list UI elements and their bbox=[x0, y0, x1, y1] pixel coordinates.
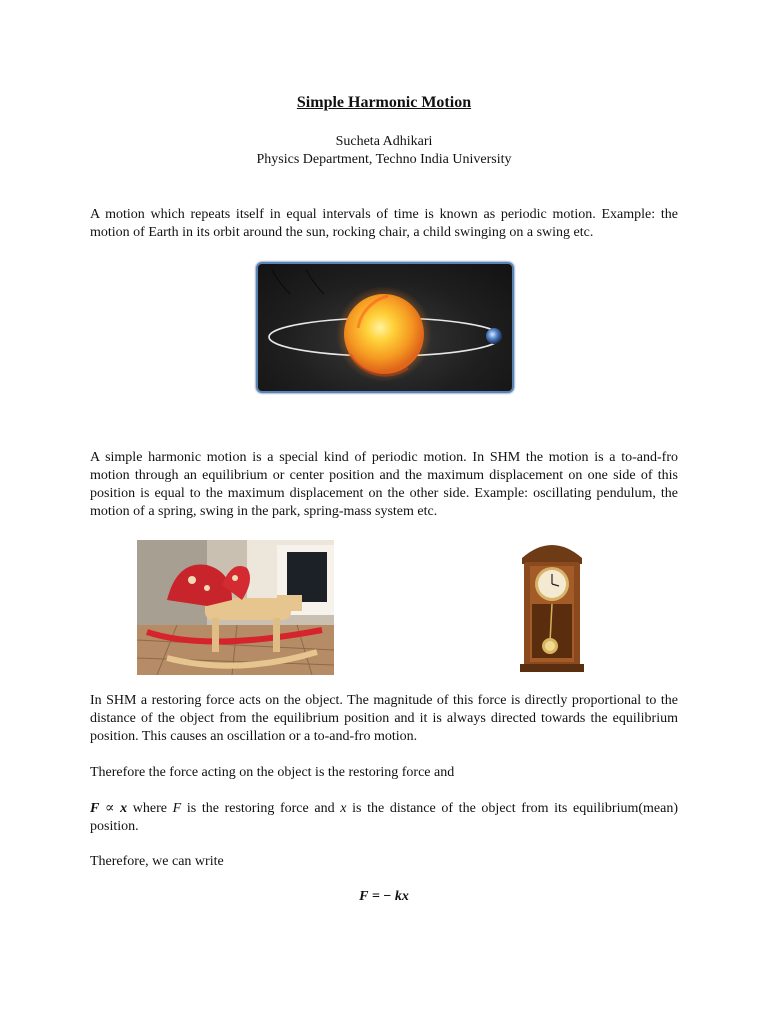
paragraph-restoring-force: In SHM a restoring force acts on the object. The magnitude of this force is directly proportional to the distance of the object from the equilibrium position and it is always directed towards the equilibrium position. This causes an oscillation or a to-and-fro motion. bbox=[90, 693, 678, 744]
equation-rhs: kx bbox=[394, 889, 409, 904]
sun-earth-orbit-image bbox=[256, 262, 514, 393]
pendulum-clock-illustration bbox=[514, 536, 590, 678]
equation-operator: = − bbox=[368, 889, 395, 904]
paragraph-proportionality bbox=[90, 800, 678, 836]
force-symbol: F bbox=[90, 801, 100, 816]
paragraph-shm-definition: A simple harmonic motion is a special kind of periodic motion. In SHM the motion is a to-and-fro motion through an equilibrium or center position and the maximum displacement on one side of this position is equal to the maximum displacement on the other side. Example: oscillating pendulum, the motion of a spring, swing in the park, spring-mass system etc. bbox=[90, 450, 678, 519]
text-segment: where bbox=[127, 801, 173, 816]
rocking-horse-illustration bbox=[137, 540, 334, 675]
text-segment: is the restoring force and bbox=[181, 801, 341, 816]
paragraph-periodic-motion: A motion which repeats itself in equal intervals of time is known as periodic motion. Example: the motion of Earth in its orbit around the sun, rocking chair, a child swinging on a swing etc. bbox=[90, 207, 678, 240]
proportional-symbol: ∝ bbox=[99, 801, 121, 816]
orbit-illustration bbox=[258, 264, 512, 391]
author-name: Sucheta Adhikari bbox=[335, 134, 433, 149]
distance-symbol: x bbox=[120, 801, 128, 816]
equation-lhs: F bbox=[359, 889, 369, 904]
document-title: Simple Harmonic Motion bbox=[296, 94, 472, 111]
force-variable: F bbox=[172, 801, 182, 816]
scratch-mark bbox=[306, 270, 324, 294]
paragraph-we-can-write: Therefore, we can write bbox=[90, 854, 224, 869]
author-affiliation: Physics Department, Techno India University bbox=[256, 152, 512, 167]
hookes-law-equation bbox=[0, 889, 768, 905]
paragraph-therefore-force: Therefore the force acting on the object is the restoring force and bbox=[90, 765, 455, 780]
scratch-mark bbox=[272, 270, 290, 294]
text-segment: is the distance of the object from its equilibrium(mean) position. bbox=[90, 801, 678, 834]
pendulum-clock-image bbox=[514, 536, 590, 678]
distance-variable: x bbox=[340, 801, 347, 816]
rocking-horse-image bbox=[137, 540, 334, 675]
earth bbox=[486, 328, 502, 344]
